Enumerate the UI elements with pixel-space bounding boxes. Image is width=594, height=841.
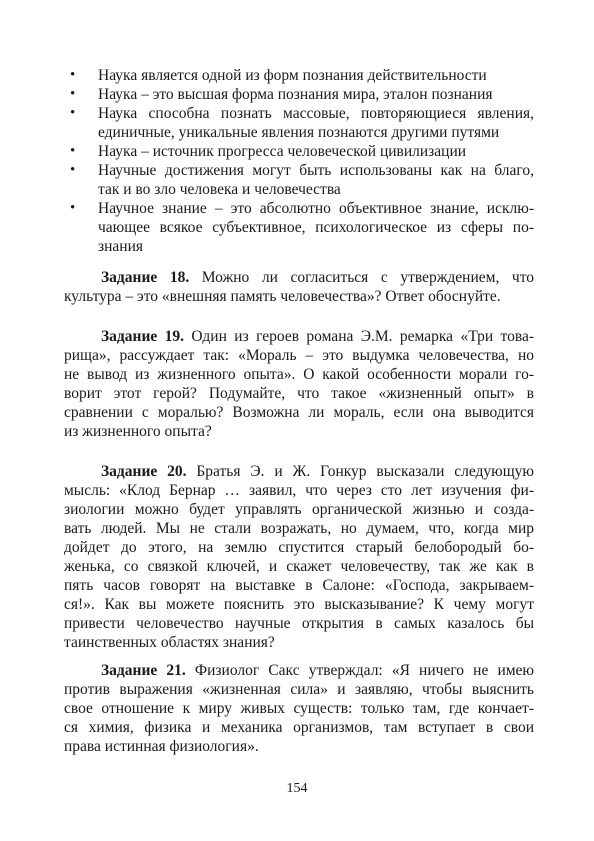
bullet-item xyxy=(64,85,534,104)
task-text: Можно ли согласиться с утверждением, что xyxy=(189,269,535,286)
bullet-text-line: единичные, уникальные явления познаются другими путями xyxy=(98,124,500,141)
bullet-text-line: Наука является одной из форм познания действительности xyxy=(98,67,487,84)
bullet-icon: • xyxy=(70,162,76,178)
bullet-item xyxy=(64,199,534,256)
bullet-icon: • xyxy=(70,200,76,216)
task-text-line: привести человечество научные открытия в самых казалось бы xyxy=(64,615,534,632)
task-text-line: из жизненного опыта? xyxy=(64,423,212,440)
bullet-list xyxy=(64,66,534,256)
page-number: 154 xyxy=(286,781,308,796)
task-text-line: пять часов говорят на выставке в Салоне: «Господа, закрываем- xyxy=(64,577,534,594)
task-text-line: вать людей. Мы не стали возражать, но думаем, что, когда мир xyxy=(64,520,534,537)
task-20-label: Задание 20. xyxy=(101,463,187,480)
bullet-text-line: Наука способна познать массовые, повторяющиеся явления, xyxy=(98,105,534,122)
task-text: Физиолог Сакс утверждал: «Я ничего не имею xyxy=(185,662,535,679)
task-text-line: дойдет до этого, на землю спустится старый белобородый бо- xyxy=(64,539,534,556)
task-text-line: ся!». Как вы можете пояснить это высказывание? К чему могут xyxy=(64,596,534,613)
task-20-paragraph xyxy=(64,462,534,652)
task-first-line xyxy=(64,661,534,680)
bullet-icon: • xyxy=(70,67,76,83)
task-text: Один из героев романа Э.М. ремарка «Три това- xyxy=(184,328,534,345)
task-19-paragraph xyxy=(64,327,534,441)
bullet-text-line: чающее всякое субъективное, психологическое из сферы по- xyxy=(98,219,534,236)
bullet-icon: • xyxy=(70,105,76,121)
bullet-item xyxy=(64,104,534,142)
task-text: Братья Э. и Ж. Гонкур высказали следующую xyxy=(186,463,535,480)
task-text-line: ся химия, физика и механика организмов, там вступает в свои xyxy=(64,719,534,736)
task-text-line: рища», рассуждает так: «Мораль – это выдумка человечества, но xyxy=(64,347,534,364)
task-text-line: права истинная физиология». xyxy=(64,738,259,755)
bullet-item xyxy=(64,161,534,199)
bullet-text-line: Наука – это высшая форма познания мира, эталон познания xyxy=(98,86,493,103)
task-text-line: против выражения «жизненная сила» и заявляю, чтобы выяснить xyxy=(64,681,534,698)
task-text-line: женька, со связкой ключей, и скажет человечеству, так же как в xyxy=(64,558,534,575)
task-first-line xyxy=(64,327,534,346)
bullet-icon: • xyxy=(70,86,76,102)
task-18-label: Задание 18. xyxy=(101,269,190,286)
bullet-item xyxy=(64,66,534,85)
task-text-line: таинственных областях знания? xyxy=(64,634,275,651)
task-18-paragraph xyxy=(64,268,534,306)
bullet-text-line: так и во зло человека и человечества xyxy=(98,181,341,198)
bullet-text-line: знания xyxy=(98,238,144,255)
bullet-text-line: Научные достижения могут быть использованы как на благо, xyxy=(98,162,534,179)
task-text-line: не вывод из жизненного опыта». О какой особенности морали го- xyxy=(64,366,534,383)
task-text-line: сравнении с моралью? Возможна ли мораль, если она выводится xyxy=(64,404,534,421)
task-21-label: Задание 21. xyxy=(101,662,186,679)
bullet-item xyxy=(64,142,534,161)
bullet-text-line: Научное знание – это абсолютно объективное знание, исклю- xyxy=(98,200,534,217)
task-21-paragraph xyxy=(64,661,534,756)
task-text-line: культура – это «внешняя память человечества»? Ответ обоснуйте. xyxy=(64,288,501,305)
task-text-line: ворит этот герой? Подумайте, что такое «жизненный опыт» в xyxy=(64,385,534,402)
task-text-line: мысль: «Клод Бернар … заявил, что через сто лет изучения фи- xyxy=(64,482,534,499)
bullet-text-line: Наука – источник прогресса человеческой цивилизации xyxy=(98,143,467,160)
task-text-line: свое отношение к миру живых существ: только там, где кончает- xyxy=(64,700,534,717)
task-text-line: зиологии можно будет управлять органической жизнью и созда- xyxy=(64,501,534,518)
task-first-line xyxy=(64,462,534,481)
task-first-line xyxy=(64,268,534,287)
bullet-icon: • xyxy=(70,143,76,159)
task-19-label: Задание 19. xyxy=(101,328,185,345)
